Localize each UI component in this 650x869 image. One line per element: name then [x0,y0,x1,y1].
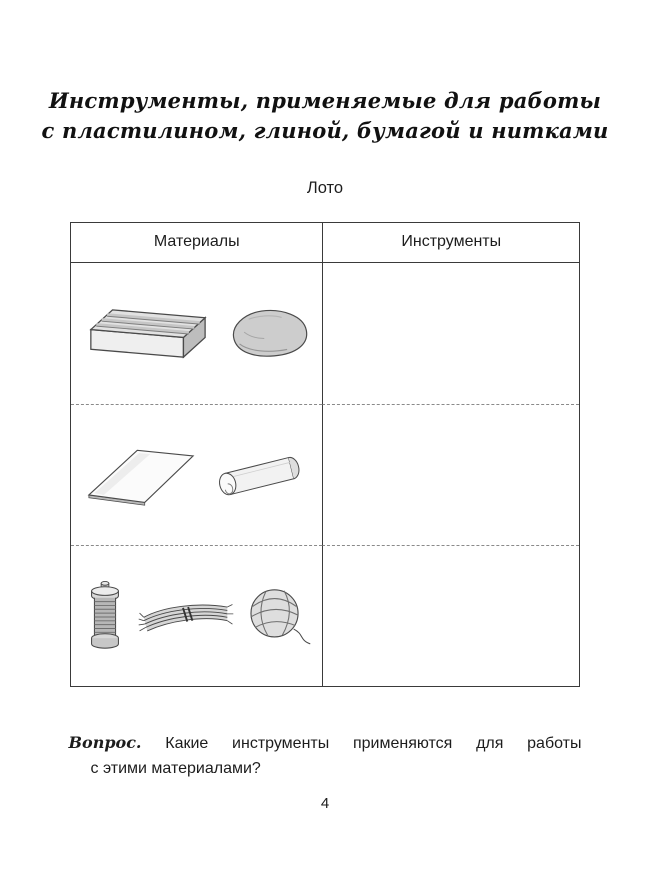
column-header-tools: Инструменты [322,223,579,263]
question-line-1 [69,731,582,757]
question-line-2: с этими материалами? [90,759,261,777]
paper-sheet-icon [85,441,197,508]
question-text-1: Какие инструменты применяются для работы [165,734,582,752]
question-label: Вопрос. [68,732,142,752]
tools-cell-row2 [322,404,579,545]
subtitle-lotto: Лото [306,178,344,197]
tools-cell-row1 [322,263,579,404]
thread-spool-icon [81,575,129,657]
question-block [69,731,582,782]
paper-roll-icon [205,438,309,512]
title-line-2: с пластилином, глиной, бумагой и нитками [41,118,609,144]
lotto-table [70,222,580,687]
materials-cell-threads [71,545,322,686]
page-number: 4 [320,795,330,813]
tools-cell-row3 [322,545,579,686]
materials-cell-plasticine-clay [71,263,322,404]
yarn-ball-icon [243,582,313,650]
clay-lump-icon [221,301,313,365]
thread-skein-icon [137,588,235,644]
page-title [0,86,650,147]
column-header-materials: Материалы [71,223,322,263]
materials-cell-paper [71,404,322,545]
title-line-1: Инструменты, применяемые для работы [48,88,602,113]
plasticine-bar-icon [81,298,213,369]
